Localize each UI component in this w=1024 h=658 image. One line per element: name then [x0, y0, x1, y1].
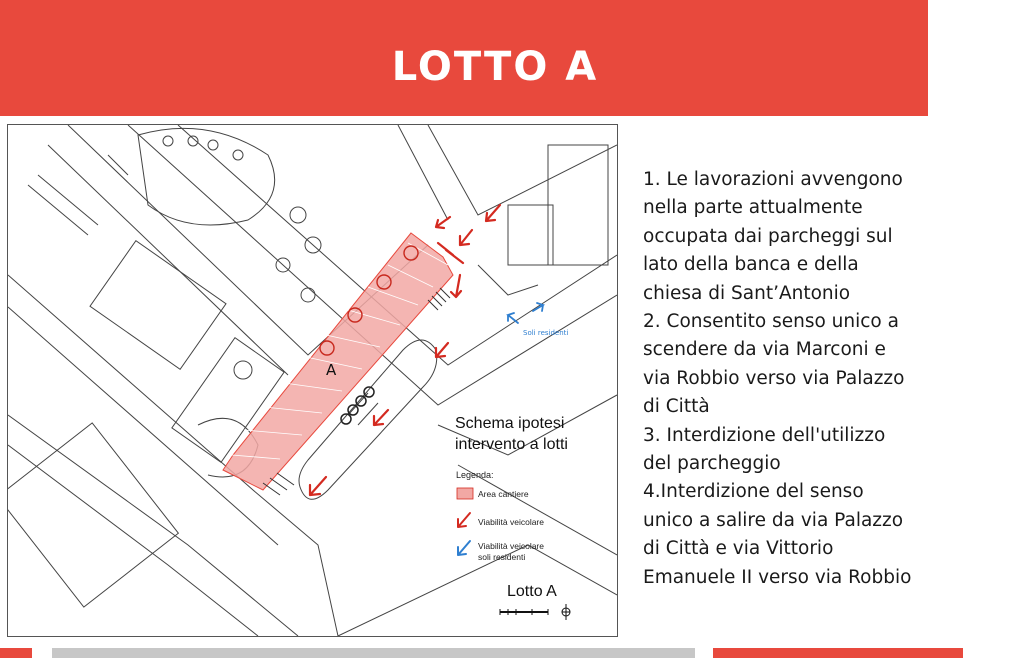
legend-site-swatch: [457, 488, 473, 499]
text-line: Emanuele II verso via Robbio: [643, 566, 912, 588]
text-line: nella parte attualmente: [643, 197, 863, 219]
text-line: di Città: [643, 396, 710, 418]
scheme-title-line1: Schema ipotesi: [455, 415, 565, 432]
text-line: 3. Interdizione dell'utilizzo: [643, 424, 886, 446]
north-arrow-icon: [562, 604, 570, 620]
legend-blue-arrow-icon: [458, 541, 470, 555]
footer-bar-left: [0, 648, 32, 658]
legend-site-label: Area cantiere: [478, 489, 529, 499]
legend-residents-label-1: Viabilità veicolare: [478, 541, 544, 551]
text-line: 4.Interdizione del senso: [643, 481, 864, 503]
description-text: [643, 166, 933, 592]
legend: [456, 470, 544, 562]
scheme-title-line2: intervento a lotti: [455, 436, 568, 453]
lot-label: Lotto A: [507, 583, 557, 600]
text-line: del parcheggio: [643, 453, 781, 475]
site-plan-drawing: [8, 125, 617, 636]
site-map: [7, 124, 618, 637]
text-line: lato della banca e della: [643, 254, 859, 276]
legend-title: Legenda:: [456, 470, 494, 480]
text-line: 2. Consentito senso unico a: [643, 311, 899, 333]
text-line: scendere da via Marconi e: [643, 339, 886, 361]
text-line: occupata dai parcheggi sul: [643, 225, 893, 247]
residents-only-label: Soli residenti: [523, 329, 569, 337]
footer-bar-right: [713, 648, 963, 658]
page-title: LOTTO A: [391, 44, 599, 90]
text-line: unico a salire da via Palazzo: [643, 509, 904, 531]
scale-bar: [500, 609, 548, 615]
legend-vehicle-label: Viabilità veicolare: [478, 517, 544, 527]
text-line: 1. Le lavorazioni avvengono: [643, 169, 903, 190]
construction-area: [223, 233, 453, 490]
text-line: via Robbio verso via Palazzo: [643, 367, 905, 389]
header-bar: [0, 0, 928, 116]
legend-red-arrow-icon: [458, 513, 470, 527]
footer-bar-middle: [52, 648, 695, 658]
text-line: di Città e via Vittorio: [643, 538, 834, 560]
legend-residents-label-2: soli residenti: [478, 552, 526, 562]
lot-marker-label: A: [326, 361, 337, 379]
text-line: chiesa di Sant’Antonio: [643, 282, 851, 304]
